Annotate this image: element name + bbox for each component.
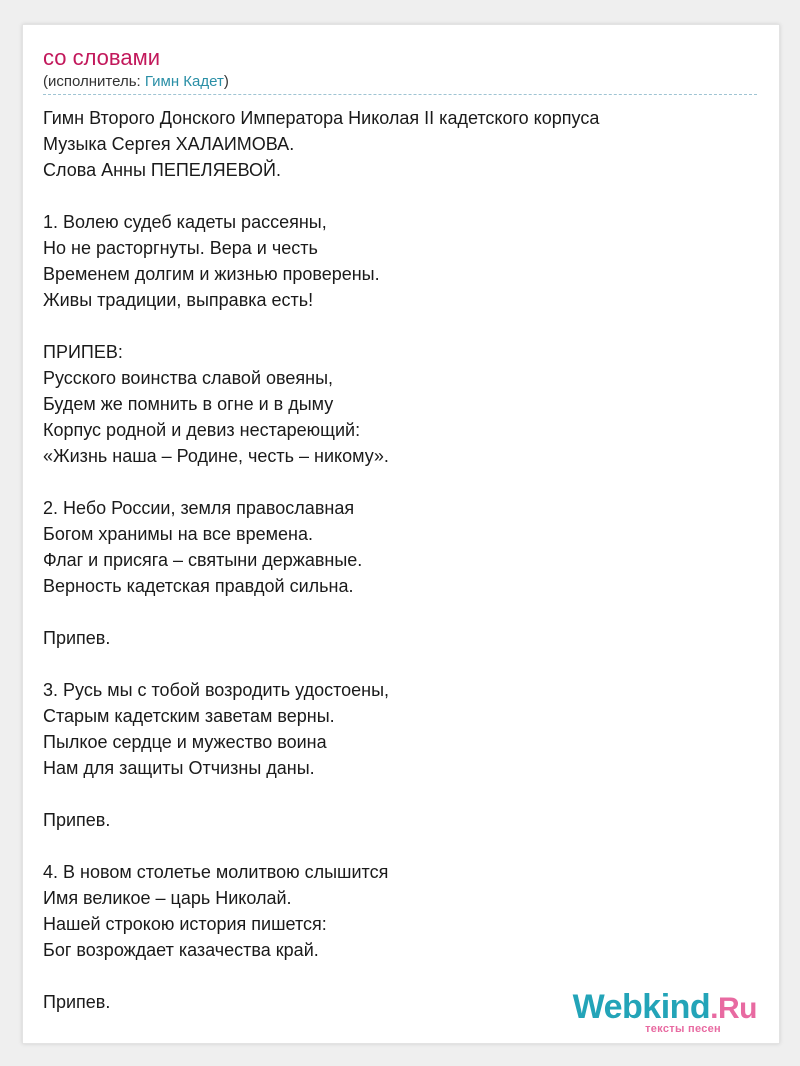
lyric-line: 1. Волею судеб кадеты рассеяны, [43, 212, 327, 232]
lyric-line: Бог возрождает казачества край. [43, 940, 319, 960]
blank-line [43, 833, 763, 859]
lyrics-card [22, 24, 780, 1044]
lyric-line: Имя великое – царь Николай. [43, 888, 292, 908]
lyric-line: Пылкое сердце и мужество воина [43, 732, 327, 752]
blank-line [43, 469, 763, 495]
lyric-line: Старым кадетским заветам верны. [43, 706, 335, 726]
lyric-line: Верность кадетская правдой сильна. [43, 576, 354, 596]
page-title: со словами [43, 45, 161, 70]
lyric-line: Припев. [43, 628, 111, 648]
artist-prefix: (исполнитель: [43, 73, 145, 90]
lyric-line: Будем же помнить в огне и в дыму [43, 394, 334, 414]
blank-line [43, 963, 763, 989]
lyric-line: 3. Русь мы с тобой возродить удостоены, [43, 680, 390, 700]
lyric-line: Корпус родной и девиз нестареющий: [43, 420, 361, 440]
artist-link[interactable]: Гимн Кадет [144, 73, 224, 90]
lyric-line: Русского воинства славой овеяны, [43, 368, 334, 388]
blank-line [43, 183, 763, 209]
header-divider [43, 94, 757, 95]
site-logo[interactable] [571, 987, 771, 1043]
artist-suffix: ) [223, 73, 229, 90]
blank-line [43, 599, 763, 625]
lyric-line: ПРИПЕВ: [43, 342, 123, 362]
lyrics-body [43, 105, 763, 1015]
lyric-line: «Жизнь наша – Родине, честь – никому». [43, 446, 389, 466]
lyric-line: Временем долгим и жизнью проверены. [43, 264, 380, 284]
lyric-line: Нам для защиты Отчизны даны. [43, 758, 315, 778]
lyric-line: Флаг и присяга – святыни державные. [43, 550, 363, 570]
logo-main-text: Webkind [572, 988, 711, 1026]
blank-line [43, 651, 763, 677]
lyric-line: Богом хранимы на все времена. [43, 524, 313, 544]
logo-suffix-text: .Ru [710, 992, 757, 1025]
lyric-line: 4. В новом столетье молитвою слышится [43, 862, 389, 882]
lyric-line: Музыка Сергея ХАЛАИМОВА. [43, 134, 295, 154]
lyric-line: Но не расторгнуты. Вера и честь [43, 238, 318, 258]
lyric-line: Нашей строкою история пишется: [43, 914, 327, 934]
lyric-line: Припев. [43, 992, 111, 1012]
blank-line [43, 313, 763, 339]
lyric-line: 2. Небо России, земля православная [43, 498, 355, 518]
artist-line [43, 73, 229, 91]
lyric-line: Гимн Второго Донского Императора Николая II кадетского корпуса [43, 108, 600, 128]
lyric-line: Слова Анны ПЕПЕЛЯЕВОЙ. [43, 160, 281, 180]
lyric-line: Припев. [43, 810, 111, 830]
lyric-line: Живы традиции, выправка есть! [43, 290, 314, 310]
logo-tagline: тексты песен [645, 1023, 721, 1035]
blank-line [43, 781, 763, 807]
